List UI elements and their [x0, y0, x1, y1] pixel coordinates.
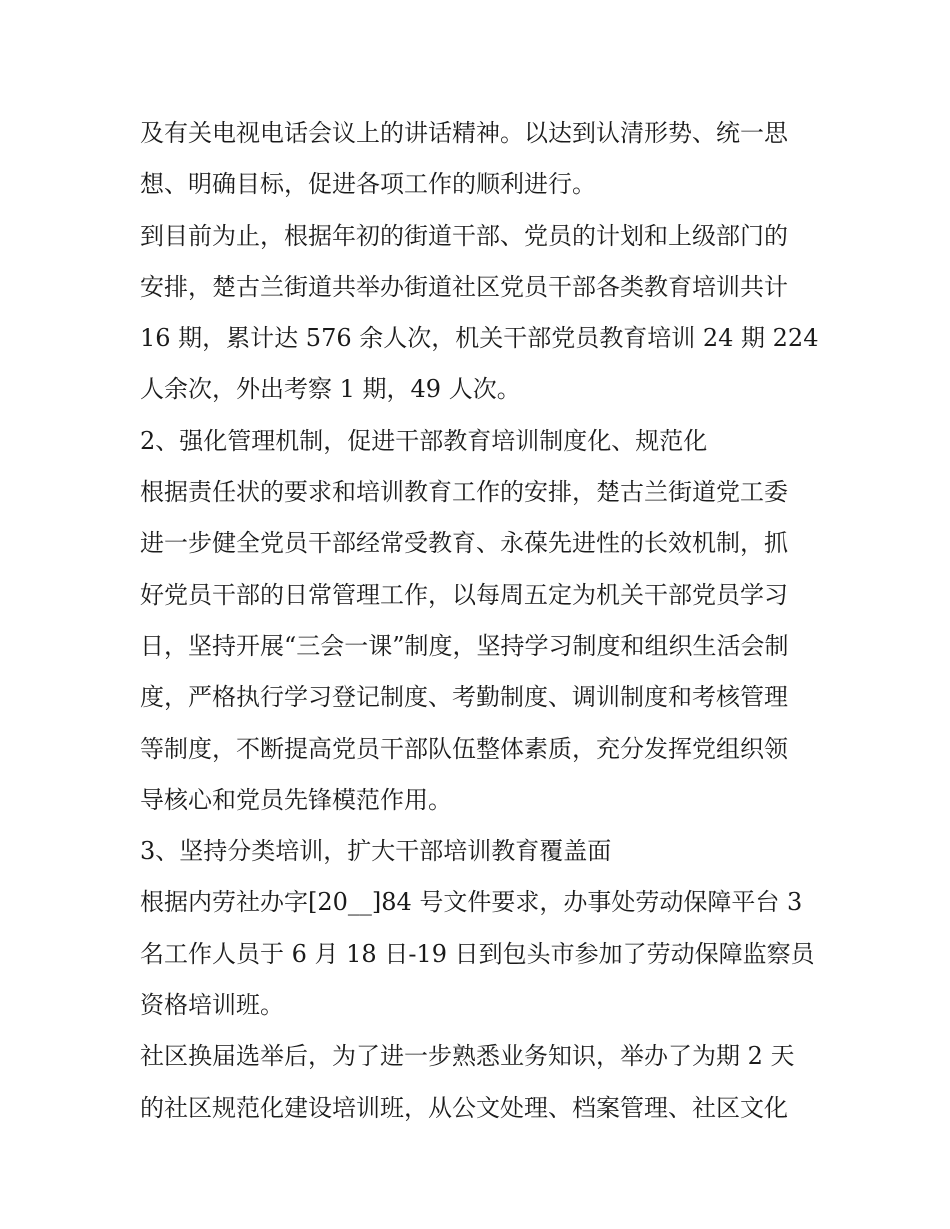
text-line: 的社区规范化建设培训班，从公文处理、档案管理、社区文化	[140, 1093, 788, 1122]
text-line: 导核心和党员先锋模范作用。	[140, 785, 452, 814]
text-line: 人余次，外出考察 1 期，49 人次。	[140, 375, 521, 404]
section-heading: 3、坚持分类培训，扩大干部培训教育覆盖面	[140, 837, 612, 866]
text-line: 等制度，不断提高党员干部队伍整体素质，充分发挥党组织领	[140, 734, 788, 763]
text-line: 名工作人员于 6 月 18 日-19 日到包头市参加了劳动保障监察员	[140, 939, 815, 968]
section-heading: 2、强化管理机制，促进干部教育培训制度化、规范化	[140, 426, 708, 455]
text-line: 日，坚持开展“三会一课”制度，坚持学习制度和组织生活会制	[140, 631, 789, 660]
document-body	[140, 108, 820, 1134]
text-line: 根据内劳社办字[20__]84 号文件要求，办事处劳动保障平台 3	[140, 888, 803, 917]
text-line: 想、明确目标，促进各项工作的顺利进行。	[140, 170, 596, 199]
text-line: 资格培训班。	[140, 991, 284, 1020]
text-line: 社区换届选举后，为了进一步熟悉业务知识，举办了为期 2 天	[140, 1042, 795, 1071]
text-line: 16 期，累计达 576 余人次，机关干部党员教育培训 24 期 224	[140, 324, 819, 353]
text-line: 进一步健全党员干部经常受教育、永葆先进性的长效机制，抓	[140, 529, 788, 558]
text-line: 度，严格执行学习登记制度、考勤制度、调训制度和考核管理	[140, 683, 788, 712]
text-line: 到目前为止，根据年初的街道干部、党员的计划和上级部门的	[140, 221, 788, 250]
text-line: 安排，楚古兰街道共举办街道社区党员干部各类教育培训共计	[140, 272, 788, 301]
text-line: 好党员干部的日常管理工作，以每周五定为机关干部党员学习	[140, 580, 788, 609]
text-line: 根据责任状的要求和培训教育工作的安排，楚古兰街道党工委	[140, 478, 788, 507]
text-line: 及有关电视电话会议上的讲话精神。以达到认清形势、统一思	[140, 119, 788, 147]
